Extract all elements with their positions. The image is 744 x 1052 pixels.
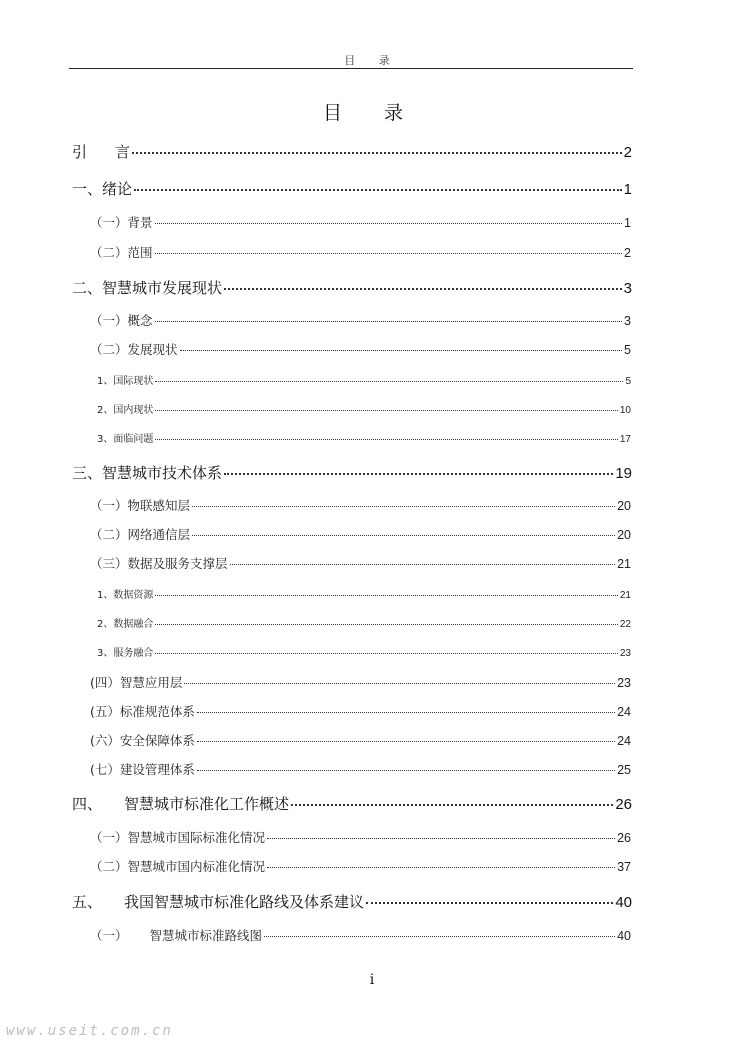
toc-entry-section[interactable] bbox=[90, 311, 631, 329]
toc-entry-label: 四、 智慧城市标准化工作概述 bbox=[72, 795, 290, 813]
toc-entry-page: 24 bbox=[617, 734, 631, 748]
toc-entry-label: （二）智慧城市国内标准化情况 bbox=[90, 859, 266, 874]
dot-leader bbox=[197, 741, 615, 742]
toc-entry-page: 21 bbox=[617, 557, 631, 571]
toc-entry-page: 17 bbox=[619, 434, 631, 445]
toc-entry-label: （一）概念 bbox=[90, 313, 153, 328]
toc-entry-subsection[interactable] bbox=[97, 644, 631, 659]
dot-leader bbox=[230, 564, 616, 565]
toc-entry-label: 二、智慧城市发展现状 bbox=[72, 279, 223, 297]
toc-entry-section[interactable] bbox=[90, 525, 631, 543]
toc-entry-page: 19 bbox=[615, 465, 632, 482]
toc-entry-subsection[interactable] bbox=[97, 401, 631, 416]
toc-entry-section[interactable] bbox=[90, 828, 631, 846]
toc-entry-chapter-2[interactable] bbox=[72, 277, 632, 298]
dot-leader bbox=[155, 653, 618, 654]
dot-leader bbox=[155, 410, 618, 411]
toc-entry-label: 2、数据融合 bbox=[97, 619, 154, 630]
dot-leader bbox=[224, 288, 622, 290]
toc-entry-page: 10 bbox=[619, 405, 631, 416]
toc-entry-section[interactable] bbox=[90, 926, 631, 944]
toc-entry-label: 一、绪论 bbox=[72, 180, 133, 198]
dot-leader bbox=[155, 624, 618, 625]
watermark: www.useit.com.cn bbox=[6, 1023, 173, 1039]
toc-entry-label: (七）建设管理体系 bbox=[90, 762, 195, 777]
toc-entry-label: （三）数据及服务支撑层 bbox=[90, 556, 228, 571]
toc-entry-subsection[interactable] bbox=[97, 586, 631, 601]
toc-entry-label: （一）物联感知层 bbox=[90, 498, 191, 513]
toc-entry-label: 1、国际现状 bbox=[97, 376, 154, 387]
toc-entry-label: （一） 智慧城市标准路线图 bbox=[90, 928, 263, 943]
toc-entry-page: 26 bbox=[617, 831, 631, 845]
toc-entry-page: 23 bbox=[617, 676, 631, 690]
toc-entry-chapter-3[interactable] bbox=[72, 462, 632, 483]
toc-entry-label: （一）智慧城市国际标准化情况 bbox=[90, 830, 266, 845]
dot-leader bbox=[132, 152, 622, 154]
toc-entry-page: 40 bbox=[617, 929, 631, 943]
toc-entry-subsection[interactable] bbox=[97, 615, 631, 630]
toc-entry-label: (六）安全保障体系 bbox=[90, 733, 195, 748]
toc-entry-page: 1 bbox=[623, 181, 632, 198]
dot-leader bbox=[197, 712, 615, 713]
dot-leader bbox=[267, 838, 615, 839]
dot-leader bbox=[155, 321, 623, 322]
dot-leader bbox=[192, 535, 615, 536]
toc-entry-page: 26 bbox=[615, 796, 632, 813]
toc-entry-page: 20 bbox=[617, 528, 631, 542]
toc-entry-page: 1 bbox=[624, 216, 631, 230]
toc-entry-page: 40 bbox=[615, 894, 632, 911]
dot-leader bbox=[267, 867, 615, 868]
toc-entry-label: 引 言 bbox=[72, 143, 131, 161]
dot-leader bbox=[224, 473, 613, 475]
dot-leader bbox=[155, 381, 623, 382]
toc-entry-page: 2 bbox=[623, 144, 632, 161]
toc-entry-label: （二）网络通信层 bbox=[90, 527, 191, 542]
page-number: i bbox=[369, 972, 375, 988]
toc-entry-label: (四）智慧应用层 bbox=[90, 675, 183, 690]
toc-entry-section[interactable] bbox=[90, 340, 631, 358]
toc-entry-section[interactable] bbox=[90, 496, 631, 514]
dot-leader bbox=[155, 223, 623, 224]
toc-entry-section[interactable] bbox=[90, 760, 631, 778]
toc-entry-section[interactable] bbox=[90, 243, 631, 261]
toc-entry-page: 3 bbox=[624, 314, 631, 328]
toc-entry-section[interactable] bbox=[90, 554, 631, 572]
toc-entry-label: (五）标准规范体系 bbox=[90, 704, 195, 719]
toc-entry-chapter-1[interactable] bbox=[72, 178, 632, 199]
toc-entry-label: 2、国内现状 bbox=[97, 405, 154, 416]
toc-entry-section[interactable] bbox=[90, 673, 631, 691]
toc-entry-subsection[interactable] bbox=[97, 372, 631, 387]
dot-leader bbox=[184, 683, 615, 684]
toc-entry-page: 24 bbox=[617, 705, 631, 719]
header-rule bbox=[69, 68, 633, 69]
toc-entry-label: 五、 我国智慧城市标准化路线及体系建议 bbox=[72, 893, 365, 911]
toc-entry-label: 3、面临问题 bbox=[97, 434, 154, 445]
dot-leader bbox=[366, 902, 613, 904]
toc-entry-section[interactable] bbox=[90, 702, 631, 720]
toc-entry-page: 5 bbox=[625, 376, 631, 387]
toc-entry-page: 2 bbox=[624, 246, 631, 260]
toc-entry-section[interactable] bbox=[90, 213, 631, 231]
dot-leader bbox=[192, 506, 615, 507]
toc-entry-chapter-5[interactable] bbox=[72, 891, 632, 912]
toc-entry-page: 23 bbox=[619, 648, 631, 659]
toc-entry-section[interactable] bbox=[90, 857, 631, 875]
toc-entry-page: 22 bbox=[619, 619, 631, 630]
toc-entry-section[interactable] bbox=[90, 731, 631, 749]
dot-leader bbox=[155, 595, 618, 596]
toc-entry-page: 3 bbox=[623, 280, 632, 297]
dot-leader bbox=[197, 770, 615, 771]
running-header: 目 录 bbox=[344, 54, 400, 67]
toc-entry-label: 3、服务融合 bbox=[97, 648, 154, 659]
toc-entry-label: （一）背景 bbox=[90, 215, 153, 230]
dot-leader bbox=[180, 350, 623, 351]
dot-leader bbox=[134, 189, 622, 191]
toc-entry-label: （二）范围 bbox=[90, 245, 153, 260]
dot-leader bbox=[155, 253, 623, 254]
toc-title: 目 录 bbox=[322, 102, 422, 124]
dot-leader bbox=[291, 804, 613, 806]
toc-entry-label: （二）发展现状 bbox=[90, 342, 178, 357]
dot-leader bbox=[155, 439, 618, 440]
toc-entry-intro[interactable] bbox=[72, 141, 632, 162]
toc-entry-page: 20 bbox=[617, 499, 631, 513]
toc-entry-label: 1、数据资源 bbox=[97, 590, 154, 601]
toc-entry-page: 5 bbox=[624, 343, 631, 357]
toc-entry-page: 21 bbox=[619, 590, 631, 601]
toc-entry-label: 三、智慧城市技术体系 bbox=[72, 464, 223, 482]
toc-entry-page: 37 bbox=[617, 860, 631, 874]
toc-entry-subsection[interactable] bbox=[97, 430, 631, 445]
dot-leader bbox=[264, 936, 615, 937]
toc-entry-page: 25 bbox=[617, 763, 631, 777]
toc-entry-chapter-4[interactable] bbox=[72, 793, 632, 814]
